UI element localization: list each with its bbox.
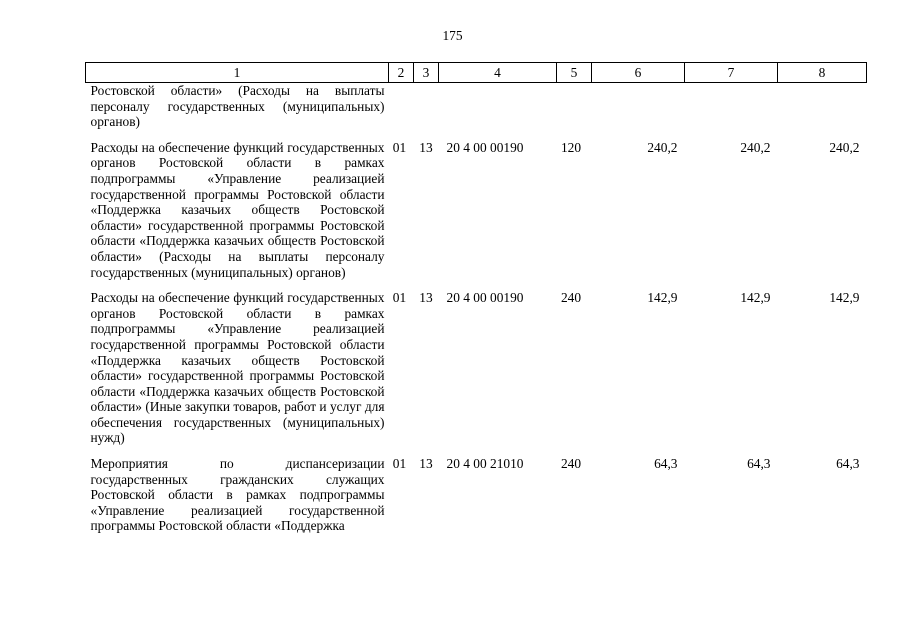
column-header-8: 8	[778, 63, 867, 83]
row-amount-year-1: 240,2	[647, 139, 678, 155]
row-subsection-code: 13	[419, 456, 433, 472]
row-amount-year-2: 240,2	[740, 139, 771, 155]
row-subsection-code: 13	[419, 290, 433, 306]
row-amount-year-3: 142,9	[829, 290, 860, 306]
row-amount-year-1: 64,3	[654, 456, 678, 472]
row-amount-year-3: 240,2	[829, 139, 860, 155]
row-description: Мероприятия по диспансеризации государственных гражданских служащих Ростовской области в рамках подпрограммы «Управление реализацией государственной программы Ростовской области «Поддержка	[90, 456, 385, 534]
budget-table	[85, 62, 867, 534]
table-row	[86, 130, 867, 280]
row-description: Расходы на обеспечение функций государственных органов Ростовской области в рамках подпрограммы «Управление реализацией государственной программы Ростовской области «Поддержка казачьих обществ Ростовской области» государственной программы Ростовской области «Поддержка казачьих обществ Ростовской области» (Расходы на выплаты персоналу государственных (муниципальных) органов)	[90, 139, 385, 280]
row-description: Расходы на обеспечение функций государственных органов Ростовской области в рамках подпрограммы «Управление реализацией государственной программы Ростовской области «Поддержка казачьих обществ Ростовской области» государственной программы Ростовской области «Поддержка казачьих обществ Ростовской области» (Иные закупки товаров, работ и услуг для обеспечения государственных (муниципальных) нужд)	[90, 290, 385, 446]
column-number-header-row	[86, 63, 867, 83]
row-expense-type: 120	[560, 139, 582, 155]
row-amount-year-2: 64,3	[747, 456, 771, 472]
column-header-7: 7	[685, 63, 778, 83]
column-header-5: 5	[557, 63, 592, 83]
table-row-continuation	[86, 83, 867, 130]
page-number: 175	[442, 28, 463, 43]
column-header-3: 3	[414, 63, 439, 83]
table-row	[86, 446, 867, 534]
row-subsection-code: 13	[419, 139, 433, 155]
table-row	[86, 280, 867, 446]
row-amount-year-1: 142,9	[647, 290, 678, 306]
row-target-article: 20 4 00 00190	[446, 290, 524, 306]
row-amount-year-2: 142,9	[740, 290, 771, 306]
row-section-code: 01	[392, 139, 407, 155]
row-target-article: 20 4 00 21010	[446, 456, 524, 472]
row-section-code: 01	[392, 290, 407, 306]
column-header-1: 1	[86, 63, 389, 83]
row-section-code: 01	[392, 456, 407, 472]
row-expense-type: 240	[560, 456, 582, 472]
row-amount-year-3: 64,3	[836, 456, 860, 472]
column-header-2: 2	[389, 63, 414, 83]
row-target-article: 20 4 00 00190	[446, 139, 524, 155]
row-description: Ростовской области» (Расходы на выплаты персоналу государственных (муниципальных) органов)	[90, 83, 385, 130]
column-header-4: 4	[439, 63, 557, 83]
column-header-6: 6	[592, 63, 685, 83]
row-expense-type: 240	[560, 290, 582, 306]
